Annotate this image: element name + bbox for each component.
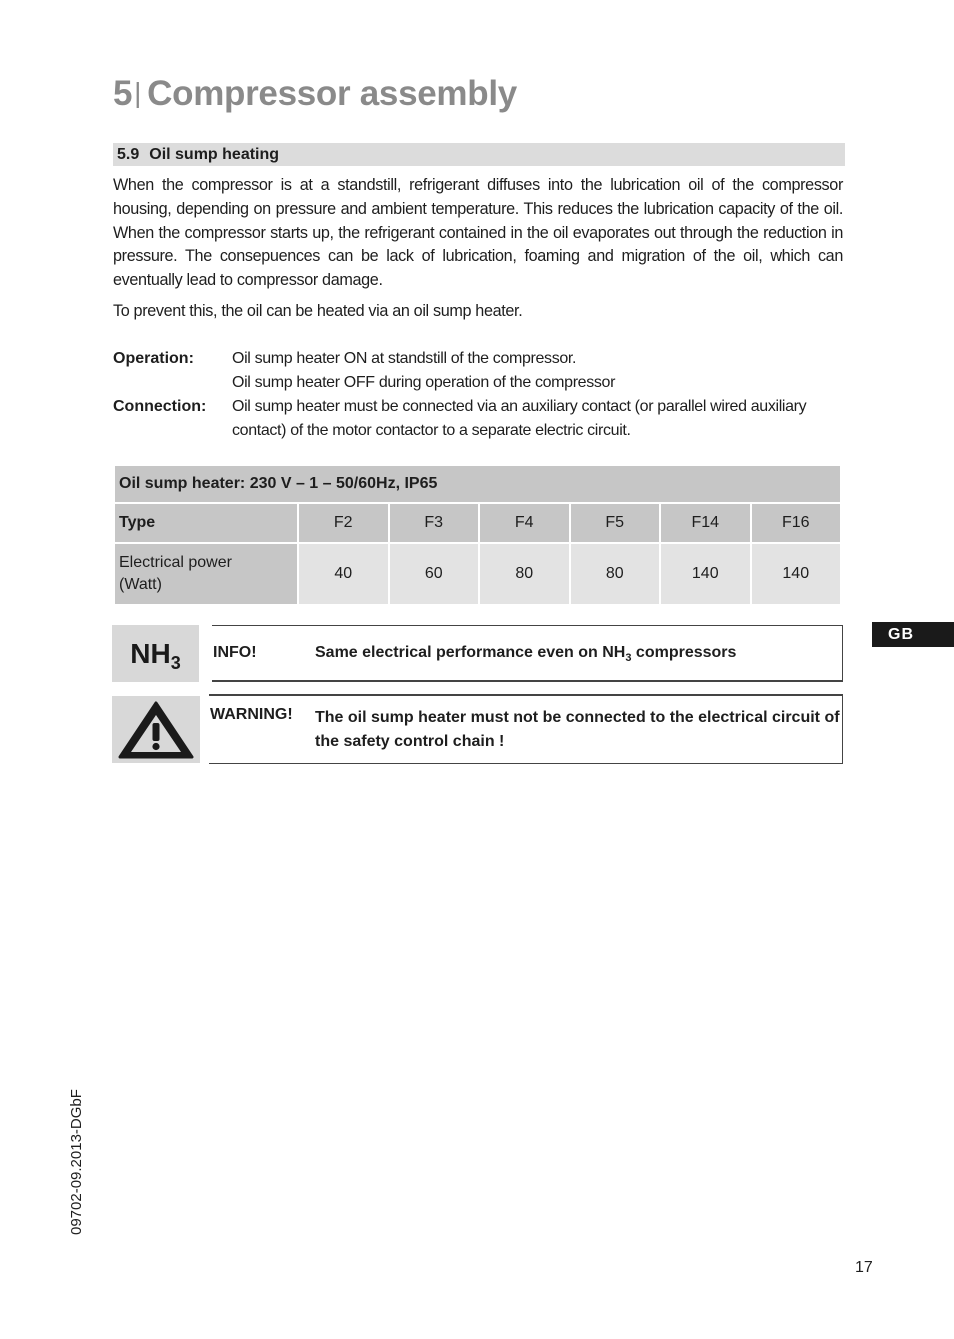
info-label: INFO! <box>213 644 257 661</box>
nh3-icon-text <box>112 625 199 682</box>
chapter-heading <box>113 72 517 116</box>
type-cell: F4 <box>479 503 570 543</box>
power-cell: 80 <box>479 543 570 605</box>
chapter-number: 5 <box>113 74 133 113</box>
type-cell: F14 <box>660 503 751 543</box>
warning-label: WARNING! <box>210 706 293 723</box>
warning-text: The oil sump heater must not be connected to the electrical circuit of the safety control chain ! <box>315 709 840 750</box>
type-cell: F5 <box>570 503 661 543</box>
nh3-icon <box>112 625 199 682</box>
nh3-icon-main: NH <box>130 638 171 669</box>
operation-line-1: Oil sump heater ON at standstill of the compressor. <box>232 350 577 367</box>
info-text-sub: 3 <box>625 652 632 665</box>
power-label-line-2: (Watt) <box>119 576 162 593</box>
page-number: 17 <box>855 1259 873 1276</box>
chapter-title: Compressor assembly <box>147 74 517 113</box>
section-number: 5.9 <box>117 146 140 163</box>
operation-line-2: Oil sump heater OFF during operation of the compressor <box>232 374 616 391</box>
connection-label: Connection: <box>113 398 207 415</box>
power-cell: 80 <box>570 543 661 605</box>
power-cell: 140 <box>751 543 842 605</box>
type-cell: F16 <box>751 503 842 543</box>
section-title: Oil sump heating <box>149 146 280 163</box>
type-header: Type <box>114 503 298 543</box>
info-text-after: compressors <box>631 644 737 661</box>
type-cell: F3 <box>389 503 480 543</box>
warning-triangle-svg <box>112 696 200 763</box>
nh3-icon-sub: 3 <box>170 653 181 673</box>
chapter-separator: | <box>134 77 142 108</box>
warning-triangle-icon <box>112 696 200 763</box>
power-cell: 40 <box>298 543 389 605</box>
table-row <box>114 543 841 605</box>
oil-sump-heater-table <box>113 464 842 606</box>
power-cell: 140 <box>660 543 751 605</box>
operation-label: Operation: <box>113 350 194 367</box>
language-tab: GB <box>872 622 954 647</box>
paragraph-prevention: To prevent this, the oil can be heated via an oil sump heater. <box>113 302 523 320</box>
power-row-label <box>114 543 298 605</box>
table-header-row <box>114 503 841 543</box>
table-title-row <box>114 465 841 503</box>
info-text-before: Same electrical performance even on NH <box>315 644 626 661</box>
document-code: 09702-09.2013-DGbF <box>68 1089 85 1235</box>
connection-text: Oil sump heater must be connected via an auxiliary contact (or parallel wired auxiliary contact) of the motor contactor to a separate electric circuit. <box>232 398 807 439</box>
paragraph-intro: When the compressor is at a standstill, refrigerant diffuses into the lubrication oil of the compressor housing, depending on pressure and ambient temperature. This reduces the lubrication capacity of the oil. When the compressor starts up, the refrigerant contained in the oil evaporates out through the reduction in pressure. The consepuences can be lack of lubrication, foaming and migration of the oil, which can eventually lead to compressor damage. <box>113 176 843 290</box>
section-heading <box>113 143 845 166</box>
power-cell: 60 <box>389 543 480 605</box>
power-label-line-1: Electrical power <box>119 554 232 571</box>
table-title: Oil sump heater: 230 V – 1 – 50/60Hz, IP65 <box>114 465 841 503</box>
info-text <box>315 644 736 664</box>
type-cell: F2 <box>298 503 389 543</box>
